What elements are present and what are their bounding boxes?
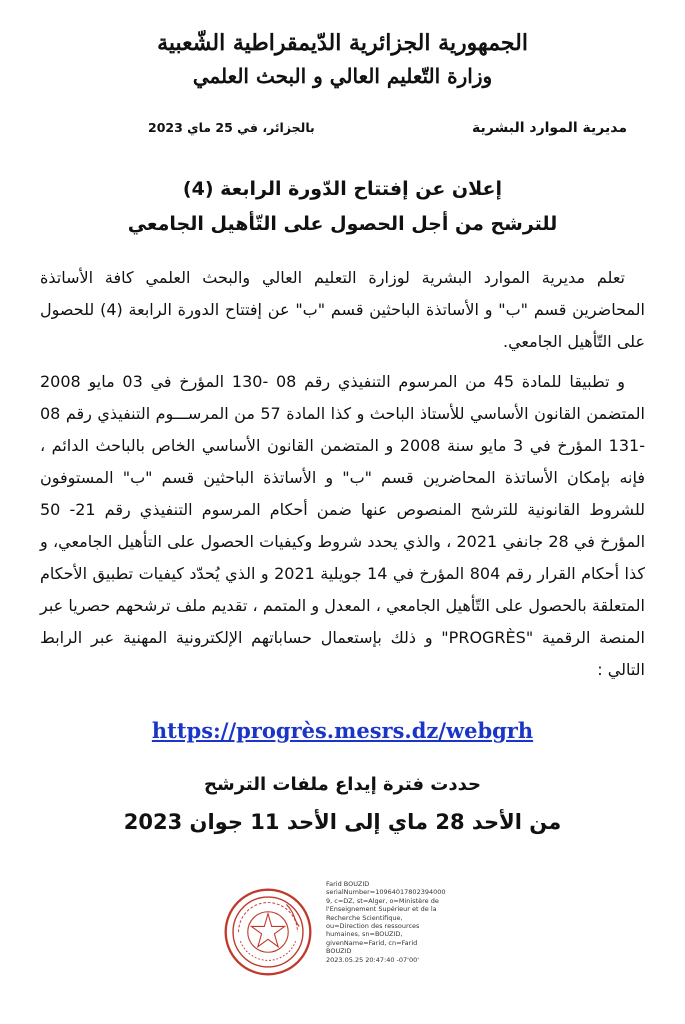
department-label: مديرية الموارد البشرية [472, 120, 627, 136]
body-paragraph-2: و تطبيقا للمادة 45 من المرسوم التنفيذي رقم 08 -130 المؤرخ في 03 مايو 2008 المتضمن القانون الأساسي للأستاذ الباحث و كذا المادة 57 من المرســـوم التنفيذي رقم 08 -131 المؤرخ في 3 مايو سنة 2008 و المتضمن القانون الأساسي الخاص بالباحث الدائم ، فإنه بإمكان الأساتذة المحاضرين قسم "ب" و الأساتذة الباحثين قسم "ب" المستوفون للشروط القانونية للترشح المنصوص عنها ضمن أحكام المرسوم التنفيذي رقم 21- 50 المؤرخ في 28 جانفي 2021 ، والذي يحدد شروط وكيفيات الحصول على التأهيل الجامعي، و كذا أحكام القرار رقم 804 المؤرخ في 14 جويلية 2021 و الذي يُحدّد كيفيات تطبيق الأحكام المتعلقة بالحصول على التّأهيل الجامعي ، المعدل و المتمم ، تقديم ملف ترشحهم حصريا عبر المنصة الرقمية "PROGRÈS" و ذلك بإستعمال حساباتهم الإلكترونية المهنية عبر الرابط التالي : [40, 372, 646, 679]
official-seal-icon [222, 886, 314, 978]
signature-line: 9, c=DZ, st=Alger, o=Ministère de [326, 896, 439, 905]
announcement-body [40, 262, 645, 694]
signature-line: l'Enseignement Supérieur et de la [326, 905, 437, 914]
signature-line: humaines, sn=BOUZID, [326, 930, 403, 939]
announcement-subtitle: للترشح من أجل الحصول على التّأهيل الجامعي [127, 213, 558, 235]
announcement-title: إعلان عن إفتتاح الدّورة الرابعة (4) [182, 178, 503, 200]
document-date: بالجزائر، في 25 ماي 2023 [148, 120, 315, 135]
submission-period-dates: من الأحد 28 ماي إلى الأحد 11 جوان 2023 [123, 810, 562, 834]
signature-line: Recherche Scientifique, [326, 913, 403, 922]
signature-line: ou=Direction des ressources [326, 922, 420, 931]
signature-line: BOUZID [326, 947, 352, 956]
digital-signature-block [326, 880, 446, 964]
republic-heading: الجمهورية الجزائرية الدّيمقراطية الشّعبية [157, 30, 528, 56]
platform-link[interactable]: https://progrès.mesrs.dz/webgrh [151, 718, 534, 743]
submission-period-heading: حددت فترة إيداع ملفات الترشح [204, 774, 481, 795]
signature-line: serialNumber=10964017802394000 [326, 888, 446, 897]
signature-line: Farid BOUZID [326, 880, 370, 888]
signature-line: givenName=Farid, cn=Farid [326, 938, 418, 947]
signature-line: 2023.05.25 20:47:40 -07'00' [326, 955, 420, 964]
ministry-heading: وزارة التّعليم العالي و البحث العلمي [192, 64, 493, 88]
body-paragraph-1: تعلم مديرية الموارد البشرية لوزارة التعليم العالي والبحث العلمي كافة الأساتذة المحاضرين قسم "ب" و الأساتذة الباحثين قسم "ب" عن إفتتاح الدورة الرابعة (4) للحصول على التّأهيل الجامعي. [40, 268, 646, 351]
